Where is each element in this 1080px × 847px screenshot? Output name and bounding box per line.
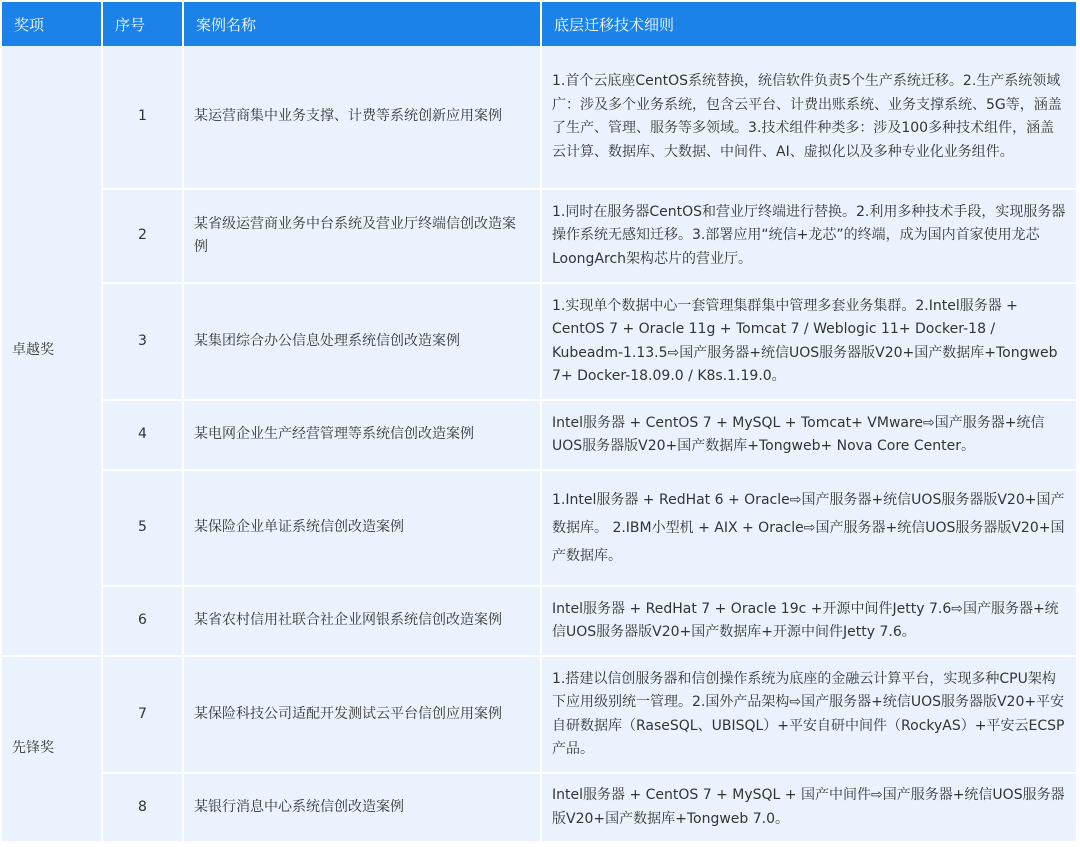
table-row [2,283,1076,400]
table-row [2,656,1076,773]
awards-table [2,2,1076,843]
table-row [2,189,1076,283]
row-case-name: 某运营商集中业务支撑、计费等系统创新应用案例 [183,46,541,189]
row-seq: 3 [102,283,183,400]
table-row [2,586,1076,656]
row-case-name: 某保险科技公司适配开发测试云平台信创应用案例 [183,656,541,773]
header-seq: 序号 [102,2,183,46]
row-detail: 1.Intel服务器 + RedHat 6 + Oracle⇨国产服务器+统信UOS服务器版V20+国产数据库。 2.IBM小型机 + AIX + Oracle⇨国产服务器+统信UOS服务器版V20+国产数据库。 [541,470,1076,586]
row-case-name: 某省级运营商业务中台系统及营业厅终端信创改造案例 [183,189,541,283]
row-seq: 2 [102,189,183,283]
table-row [2,400,1076,470]
row-seq: 1 [102,46,183,189]
header-details: 底层迁移技术细则 [541,2,1076,46]
row-detail: 1.首个云底座CentOS系统替换，统信软件负责5个生产系统迁移。2.生产系统领域广：涉及多个业务系统，包含云平台、计费出账系统、业务支撑系统、5G等，涵盖了生产、管理、服务等多领域。3.技术组件种类多：涉及100多种技术组件，涵盖云计算、数据库、大数据、中间件、AI、虚拟化以及多种专业化业务组件。 [541,46,1076,189]
table-row [2,470,1076,586]
row-case-name: 某省农村信用社联合社企业网银系统信创改造案例 [183,586,541,656]
table-row [2,46,1076,189]
row-seq: 8 [102,773,183,842]
row-seq: 6 [102,586,183,656]
award-excellence: 卓越奖 [2,46,102,656]
award-pioneer: 先锋奖 [2,656,102,842]
row-detail: 1.搭建以信创服务器和信创操作系统为底座的金融云计算平台，实现多种CPU架构下应用级别统一管理。2.国外产品架构⇨国产服务器+统信UOS服务器版V20+平安自研数据库（RaseSQL、UBISQL）+平安自研中间件（RockyAS）+平安云ECSP产品。 [541,656,1076,773]
row-case-name: 某银行消息中心系统信创改造案例 [183,773,541,842]
row-detail: Intel服务器 + CentOS 7 + MySQL + Tomcat+ VMware⇨国产服务器+统信UOS服务器版V20+国产数据库+Tongweb+ Nova Core Center。 [541,400,1076,470]
header-case-name: 案例名称 [183,2,541,46]
row-seq: 5 [102,470,183,586]
row-case-name: 某保险企业单证系统信创改造案例 [183,470,541,586]
row-case-name: 某电网企业生产经营管理等系统信创改造案例 [183,400,541,470]
table-header-row [2,2,1076,46]
table-row [2,773,1076,842]
row-seq: 4 [102,400,183,470]
row-detail: Intel服务器 + CentOS 7 + MySQL + 国产中间件⇨国产服务器+统信UOS服务器版V20+国产数据库+Tongweb 7.0。 [541,773,1076,842]
row-detail: 1.实现单个数据中心一套管理集群集中管理多套业务集群。2.Intel服务器 + CentOS 7 + Oracle 11g + Tomcat 7 / Weblogic 11+ Docker-18 / Kubeadm-1.13.5⇨国产服务器+统信UOS服务器版V20+国产数据库+Tongweb 7+ Docker-18.09.0 / K8s.1.19.0。 [541,283,1076,400]
row-case-name: 某集团综合办公信息处理系统信创改造案例 [183,283,541,400]
row-detail: 1.同时在服务器CentOS和营业厅终端进行替换。2.利用多种技术手段，实现服务器操作系统无感知迁移。3.部署应用“统信+龙芯”的终端，成为国内首家使用龙芯LoongArch架构芯片的营业厅。 [541,189,1076,283]
row-detail: Intel服务器 + RedHat 7 + Oracle 19c +开源中间件Jetty 7.6⇨国产服务器+统信UOS服务器版V20+国产数据库+开源中间件Jetty 7.6。 [541,586,1076,656]
row-seq: 7 [102,656,183,773]
header-award: 奖项 [2,2,102,46]
